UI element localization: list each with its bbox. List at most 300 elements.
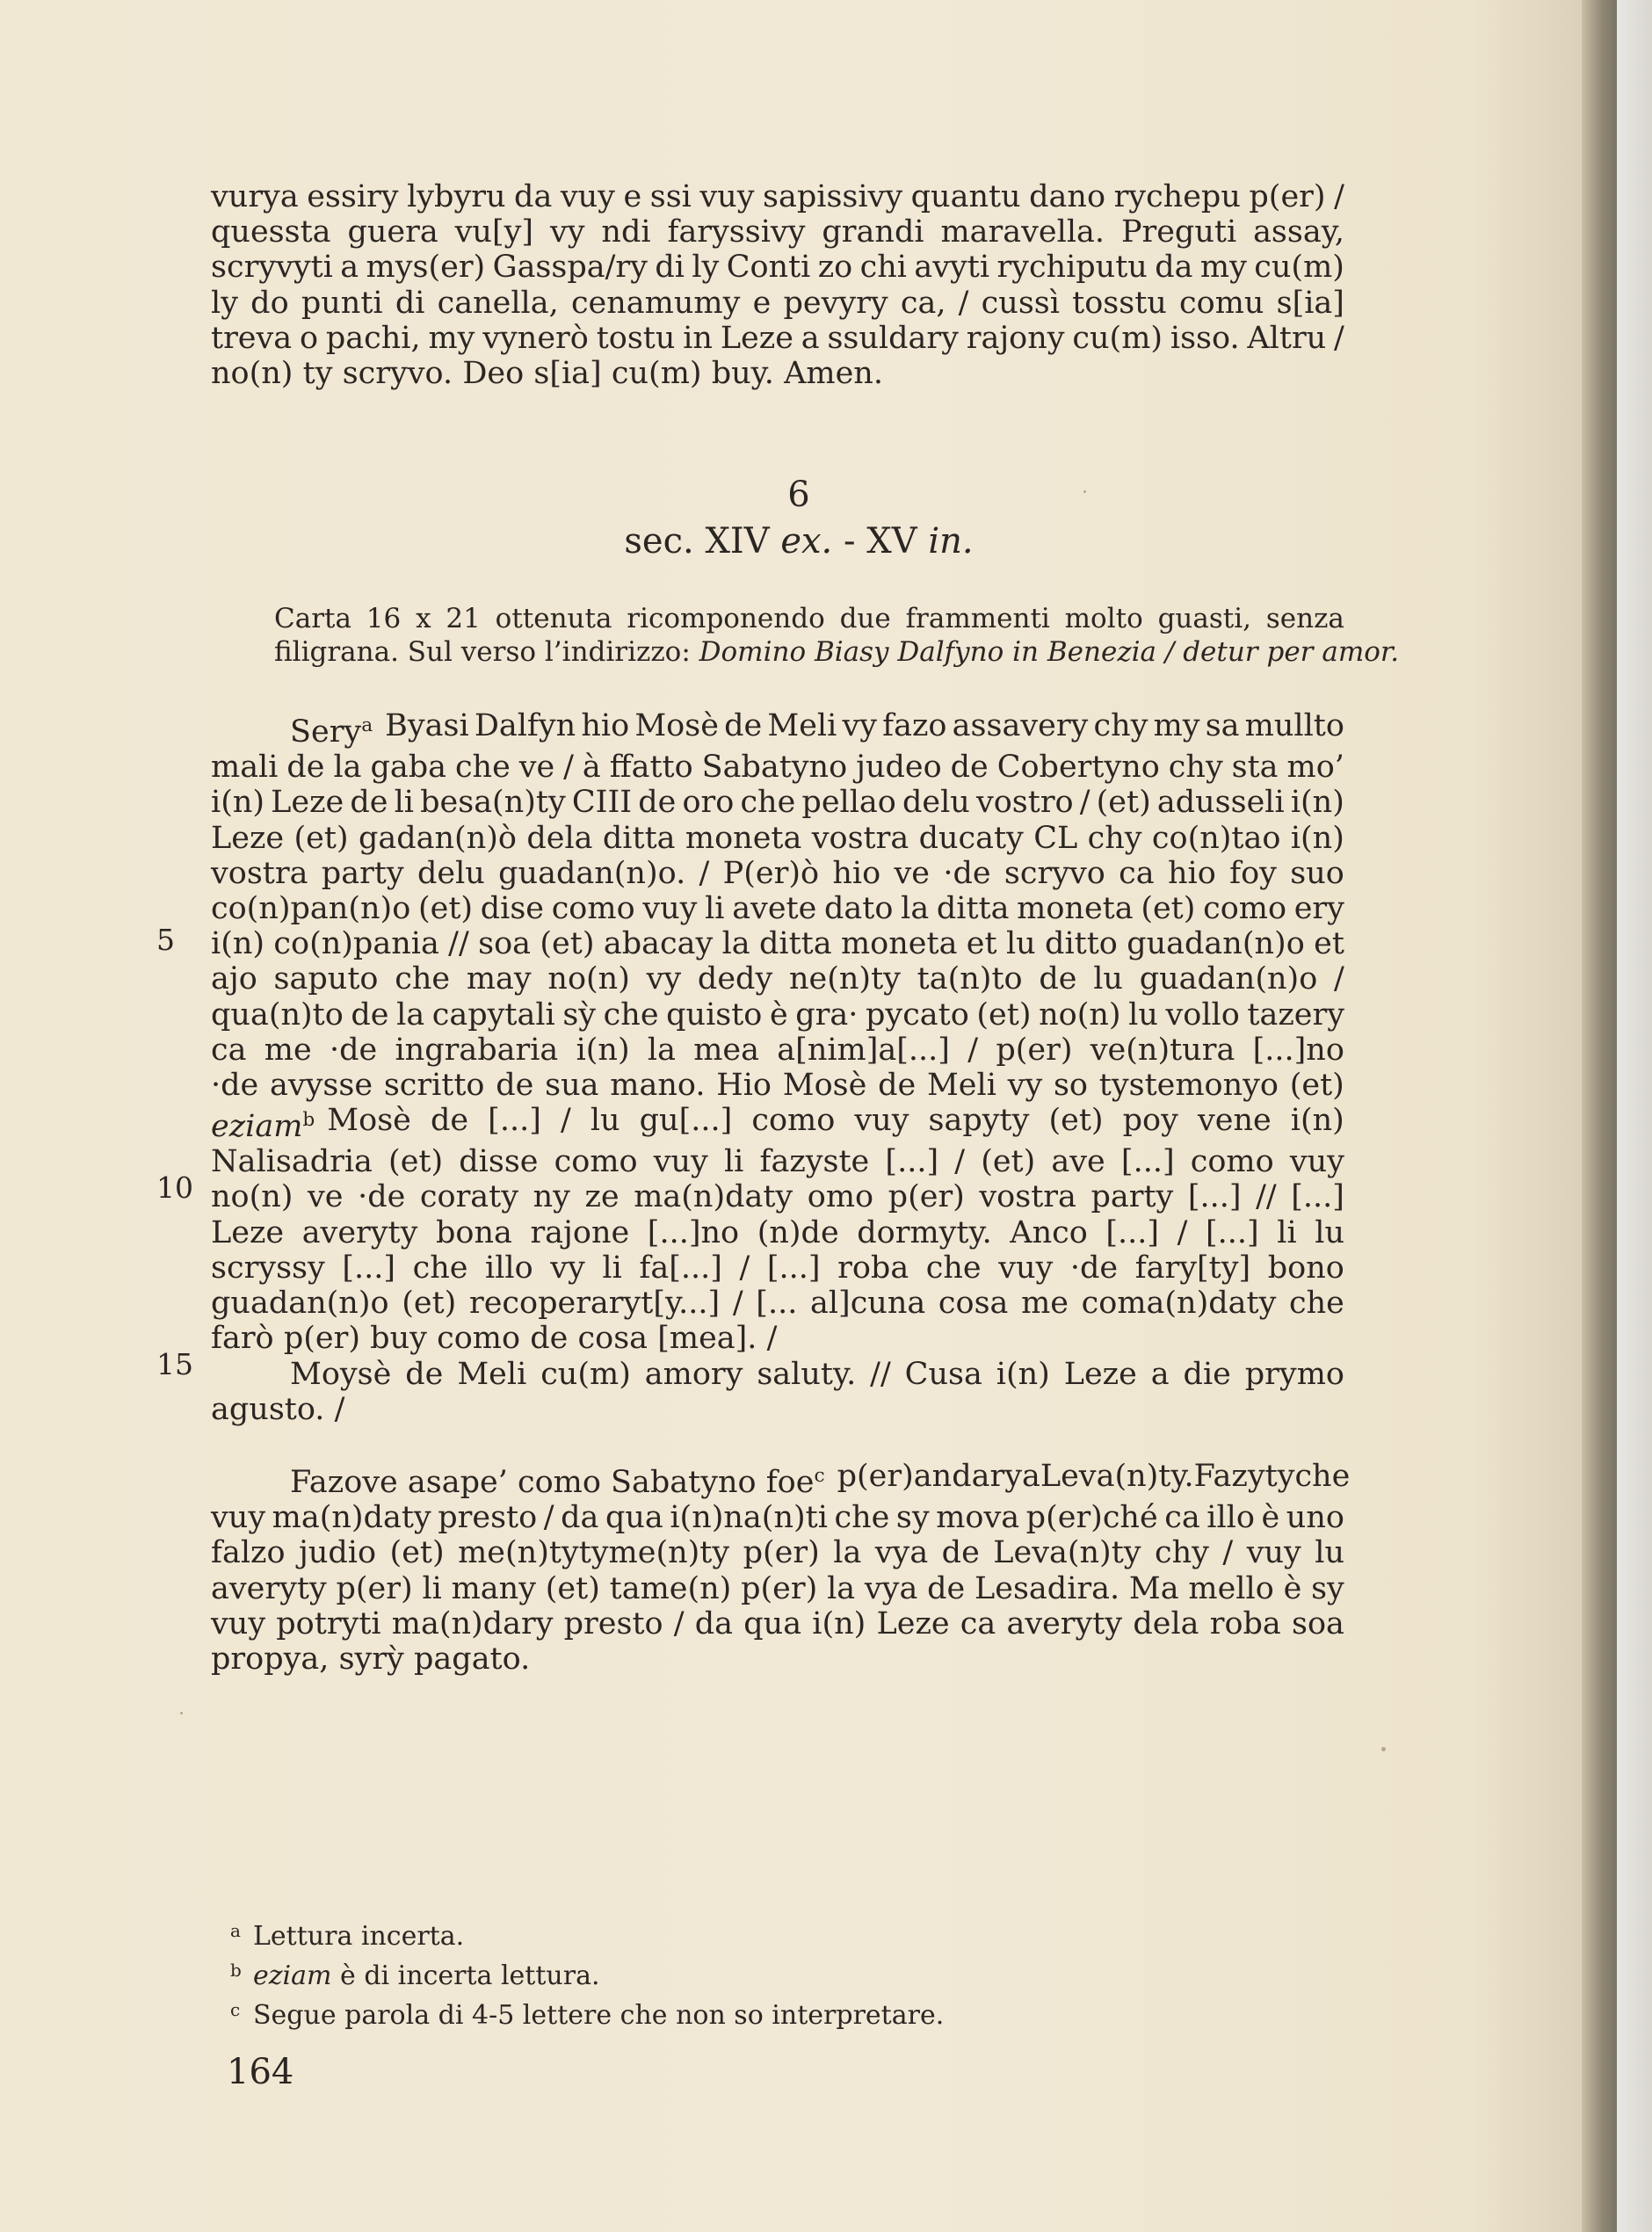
word: Anco [1010, 1214, 1088, 1250]
text-line [211, 1321, 1344, 1356]
word: / [954, 1144, 966, 1180]
word: (et) [976, 996, 1032, 1033]
word: chy [1093, 708, 1148, 743]
word: agusto. [211, 1391, 325, 1427]
text-line [211, 1571, 1344, 1606]
word: como [437, 1321, 521, 1357]
text-line [211, 1641, 1344, 1677]
word: vya [874, 1535, 929, 1571]
word: che [740, 785, 796, 821]
word: party [1090, 1179, 1174, 1215]
text-line [211, 1068, 1344, 1103]
word: quisto [666, 996, 763, 1033]
line-number: 15 [156, 1347, 193, 1381]
word: i(n) [211, 926, 265, 962]
word: Hio [716, 1067, 772, 1103]
word: che [925, 1250, 982, 1286]
date-text: - XV [832, 521, 929, 562]
word: quantu [910, 179, 1021, 214]
word: vuy [642, 890, 698, 926]
word: et [1314, 926, 1344, 962]
footnote-mark: b [302, 1109, 315, 1132]
word: abacay [603, 926, 714, 962]
word: punti [301, 285, 383, 321]
word: sa [1205, 708, 1240, 743]
word: saputo [273, 961, 379, 997]
text-line [211, 286, 1344, 321]
word: (et) [417, 890, 474, 926]
date-text: sec. XIV [624, 521, 781, 562]
word: disse [459, 1144, 539, 1180]
word: Ma [1128, 1570, 1179, 1606]
word: party [321, 855, 404, 891]
word: omo [807, 1179, 874, 1215]
word: recoperaryt[y...] [468, 1286, 721, 1322]
date-in: in. [928, 521, 974, 562]
word: da [561, 1500, 599, 1536]
eziam-word [211, 1103, 315, 1144]
word: ve [518, 750, 555, 786]
word: [...] [1120, 1144, 1175, 1180]
word: potryti [276, 1605, 381, 1641]
word: mo’ [1286, 750, 1344, 786]
word: bono [1267, 1250, 1344, 1286]
word: de [496, 1067, 534, 1103]
word: falzo [211, 1535, 286, 1571]
word: de [927, 1570, 966, 1606]
word: che [1289, 1286, 1344, 1322]
word: e [623, 179, 642, 214]
word: vostro [975, 785, 1074, 821]
word: tostu [596, 320, 676, 356]
word: (et) [402, 1286, 457, 1322]
letter-opening [290, 708, 373, 750]
word: (et) [981, 1144, 1036, 1180]
word: pachi, [325, 320, 421, 356]
document-date [0, 521, 1598, 562]
word: me [1021, 1286, 1069, 1322]
word: como [1203, 890, 1287, 926]
word: ajo [211, 961, 257, 997]
word: cu(m) [611, 356, 702, 392]
word: guadan(n)o [1139, 961, 1318, 997]
word: li [422, 1570, 442, 1606]
word: a[nim]a[...] [777, 1032, 950, 1068]
word: delu [902, 785, 970, 821]
word: [... [756, 1286, 798, 1322]
book-spine-shadow [1582, 0, 1617, 2232]
word: sỳ [562, 996, 597, 1033]
date-ex: ex. [780, 521, 833, 562]
word: de [405, 1356, 444, 1392]
word: como [751, 1103, 836, 1139]
word: mullto [1244, 708, 1344, 743]
line-number: 10 [156, 1170, 193, 1205]
word: delu [417, 855, 485, 891]
word: qua [743, 1605, 802, 1641]
word: p(er) [336, 1570, 413, 1606]
word: ssi [649, 179, 692, 214]
word: rajony [966, 320, 1065, 356]
word: guadan(n)o. [498, 855, 686, 891]
word: (et) [389, 1535, 445, 1571]
word: foy [1229, 855, 1277, 891]
text-line [274, 602, 1344, 635]
word: co(n)pania [273, 926, 439, 962]
word: sy [1311, 1570, 1344, 1606]
word: (n)de [757, 1214, 839, 1250]
word: como [1190, 1144, 1274, 1180]
word: tazery [1247, 996, 1344, 1033]
word: ducaty [918, 820, 1024, 856]
word: la [396, 996, 425, 1033]
word: / [1079, 785, 1090, 821]
word: / [766, 1321, 778, 1357]
word: lu [1315, 1214, 1344, 1250]
word: (et) [1141, 890, 1196, 926]
word: / [1334, 320, 1344, 356]
word: ca [1164, 1500, 1200, 1536]
word: ca [960, 1605, 996, 1641]
word: de [350, 785, 388, 821]
footnote-text: Lettura incerta. [253, 1921, 465, 1952]
word: [...] [1206, 1214, 1259, 1250]
word: averyty [301, 1214, 418, 1250]
word: ve [894, 855, 931, 891]
word: i(n) [812, 1605, 866, 1641]
word: sapyty [928, 1103, 1030, 1139]
word: Leze [271, 785, 344, 821]
text-line [211, 1250, 1344, 1286]
word: i(n) [1290, 820, 1344, 856]
word: in [683, 320, 713, 356]
word: de [878, 1067, 917, 1103]
footnote-mark: b [230, 1960, 242, 1981]
word: Altru [1247, 320, 1327, 356]
word: [...]no [647, 1214, 740, 1250]
word: ditta [936, 890, 1010, 926]
word: CIII [571, 785, 633, 821]
word: de [724, 708, 763, 743]
word: Amen. [784, 356, 883, 392]
word: i(n) [1290, 785, 1344, 821]
word: dedy [697, 961, 773, 997]
text-line [211, 1606, 1344, 1641]
word: ·de [358, 1179, 406, 1215]
word: / [673, 1605, 685, 1641]
word: / [732, 1286, 743, 1322]
word: propya, [211, 1641, 330, 1677]
footnote-mark: a [361, 714, 373, 736]
word: ottenuta [495, 603, 612, 634]
word: moneta [1017, 890, 1134, 926]
word: guera [347, 214, 438, 250]
word: / [967, 1032, 979, 1068]
word: amory [644, 1356, 743, 1392]
word: may [466, 961, 532, 997]
word: gu[...] [639, 1103, 733, 1139]
word: gra· [795, 996, 859, 1033]
word: p(er) [741, 1570, 818, 1606]
word: qua [605, 1500, 663, 1536]
word: Lesadira. [975, 1570, 1120, 1606]
word: hio [581, 708, 630, 743]
word: ca, [900, 285, 946, 321]
text-line [211, 1392, 1344, 1427]
word: mea [693, 1032, 760, 1068]
word: buy [370, 1321, 427, 1357]
word: lu [1093, 961, 1123, 997]
word: soa [478, 926, 532, 962]
word: i(n) [211, 785, 265, 821]
word: / [543, 1500, 554, 1536]
word: no(n) [547, 961, 630, 997]
word: dormyty. [857, 1214, 992, 1250]
word: me [264, 1032, 312, 1068]
word: zo [817, 250, 853, 286]
text-line [211, 961, 1344, 996]
word: scryvo. [342, 356, 453, 392]
word: bona [435, 1214, 512, 1250]
word: de [430, 1103, 469, 1139]
word: como [551, 890, 635, 926]
word: è [1261, 1500, 1280, 1536]
word: guasti, [1157, 603, 1252, 634]
word: scryvo [1004, 855, 1105, 891]
word: che [454, 750, 511, 786]
word: rychiputu [996, 250, 1148, 286]
text-line [211, 856, 1344, 891]
line-number: 5 [156, 923, 175, 957]
word: li [1277, 1214, 1297, 1250]
word: di [655, 250, 685, 286]
word: [...] [488, 1103, 541, 1139]
word: p(er) [283, 1321, 360, 1357]
word: molto [1064, 603, 1143, 634]
paper-speck [1083, 490, 1086, 493]
word: lu [1315, 1535, 1344, 1571]
word: uno [1286, 1500, 1344, 1536]
word: vy [646, 961, 682, 997]
word: / [334, 1391, 345, 1427]
text-line [274, 635, 1400, 669]
word: i(n)na(n)ti [670, 1500, 828, 1536]
postscript-opening [290, 1459, 825, 1500]
text-line [211, 1103, 1344, 1144]
word: essiry [307, 179, 399, 214]
word: // [1256, 1179, 1277, 1215]
word: da [514, 179, 553, 214]
word: scritto [383, 1067, 485, 1103]
word: (et) [1048, 1103, 1104, 1139]
word: syrỳ [338, 1641, 404, 1677]
word: (et) [293, 820, 349, 856]
text-line [211, 321, 1344, 356]
word: ly [211, 285, 238, 321]
word: coraty [419, 1179, 519, 1215]
word: cenamumy [570, 285, 741, 321]
word: isso. [1170, 320, 1240, 356]
word: grandi [822, 214, 924, 250]
word: Meli [767, 708, 837, 743]
word: vy [550, 1250, 585, 1286]
word: illo [485, 1250, 533, 1286]
word: da [694, 1605, 734, 1641]
word: de [351, 996, 389, 1033]
word: [...] [342, 1250, 396, 1286]
word: che [1294, 1459, 1351, 1494]
word: chi [859, 250, 907, 286]
word: p(er) [837, 1459, 914, 1494]
word: qua(n)to [211, 996, 344, 1033]
text-run [385, 708, 1344, 750]
word: li [602, 1250, 622, 1286]
word: pagato. [414, 1641, 531, 1677]
word: la [833, 1535, 862, 1571]
word: soa [1291, 1605, 1344, 1641]
word: presto [438, 1500, 538, 1536]
word: judeo [856, 750, 942, 786]
word: Leze [876, 1605, 950, 1641]
word: di [395, 285, 425, 321]
word: li [723, 1144, 744, 1180]
word: dise [480, 890, 545, 926]
word: o [299, 320, 319, 356]
word: no(n) [211, 1179, 293, 1215]
document-number: 6 [787, 475, 810, 515]
word: lu [590, 1103, 620, 1139]
word: Moysè [290, 1356, 392, 1392]
word: tame(n) [609, 1570, 732, 1606]
text-line [211, 250, 1344, 285]
text-line [211, 1179, 1344, 1214]
word: chy [1155, 1535, 1209, 1571]
text-line [211, 750, 1344, 785]
word: my [428, 320, 475, 356]
word: besa(n)ty [420, 785, 566, 821]
word: / [739, 1250, 750, 1286]
word: pycato [866, 996, 969, 1033]
word: / [1334, 961, 1344, 997]
word: [...]no [1252, 1032, 1344, 1068]
word: al]cuna [809, 1286, 926, 1322]
word: cosa [938, 1286, 1009, 1322]
word: averyty [1006, 1605, 1123, 1641]
word: ditta [602, 820, 676, 856]
word: scryvyti [211, 250, 333, 286]
letter-body [211, 708, 1344, 1427]
word: vostra [811, 820, 909, 856]
word: mello [1188, 1570, 1274, 1606]
word: gaba [370, 750, 446, 786]
word: Deo [462, 356, 525, 392]
footnote-text: Segue parola di 4-5 lettere che non so interpretare. [253, 2000, 945, 2031]
word: due [839, 603, 891, 634]
text-line [211, 1286, 1344, 1321]
word: vuy [211, 1605, 266, 1641]
word: [mea]. [657, 1321, 757, 1357]
word: vostra [211, 855, 308, 891]
word: Mosè [634, 708, 719, 743]
word: de [530, 1321, 569, 1357]
word: a [340, 250, 359, 286]
word: pellao [801, 785, 896, 821]
word: fary[ty] [1134, 1250, 1251, 1286]
text-line [211, 926, 1344, 961]
text-run: Fazove asape’ como Sabatyno foe [290, 1464, 815, 1500]
word: che [834, 1500, 890, 1536]
word: hio [832, 855, 881, 891]
word: ·de [211, 1067, 259, 1103]
word: de [638, 785, 677, 821]
word: ma(n)daty [634, 1179, 793, 1215]
word: capytali [431, 996, 555, 1033]
word: sy [895, 1500, 930, 1536]
word: vu[y] [454, 214, 534, 250]
word: ave [1051, 1144, 1105, 1180]
text-line [211, 1033, 1344, 1068]
word: ze [584, 1179, 620, 1215]
word: ny [533, 1179, 570, 1215]
word: roba [837, 1250, 909, 1286]
word: ndi [601, 214, 651, 250]
address-text: Domino Biasy Dalfyno in Benezia / detur per amor. [699, 636, 1400, 668]
word: Mosè [782, 1067, 867, 1103]
word: many [451, 1570, 536, 1606]
word: cosa [577, 1321, 648, 1357]
footnote [230, 1993, 944, 2033]
word: chy [1087, 820, 1142, 856]
word: i(n) [996, 1356, 1050, 1392]
footnote-mark: a [230, 1920, 241, 1941]
word: lybyru [407, 179, 506, 214]
text-line [211, 891, 1344, 926]
word: poy [1122, 1103, 1178, 1139]
word: / [1334, 179, 1344, 214]
word: a [1021, 1459, 1040, 1494]
footnote [230, 1953, 944, 1993]
text-run [837, 1459, 1351, 1500]
word: sta [1231, 750, 1279, 786]
word: ca [1119, 855, 1155, 891]
word: (et) [1289, 1067, 1344, 1103]
word: andary [913, 1459, 1022, 1494]
word: saluty. [757, 1356, 857, 1392]
word: p(er) [1249, 179, 1326, 214]
document-description [274, 602, 1400, 669]
word: gadan(n)ò [358, 820, 517, 856]
word: [...] [766, 1250, 821, 1286]
word: Gasspa/ry [492, 250, 648, 286]
word: // [448, 926, 469, 962]
word: lu [1128, 996, 1158, 1033]
word: x [416, 603, 431, 634]
word: Leze [720, 320, 793, 356]
word: buy. [711, 356, 774, 392]
word: de [950, 750, 989, 786]
word: dano [1029, 179, 1106, 214]
word: Dalfyn [474, 708, 576, 743]
page-number: 164 [227, 2052, 294, 2092]
word: li [705, 890, 725, 926]
word: fazo [882, 708, 947, 743]
word: ly [692, 250, 720, 286]
word: rychepu [1113, 179, 1241, 214]
word: farò [211, 1321, 274, 1357]
word: mova [936, 1500, 1020, 1536]
word: vynerò [482, 320, 589, 356]
word: no(n) [211, 356, 293, 392]
